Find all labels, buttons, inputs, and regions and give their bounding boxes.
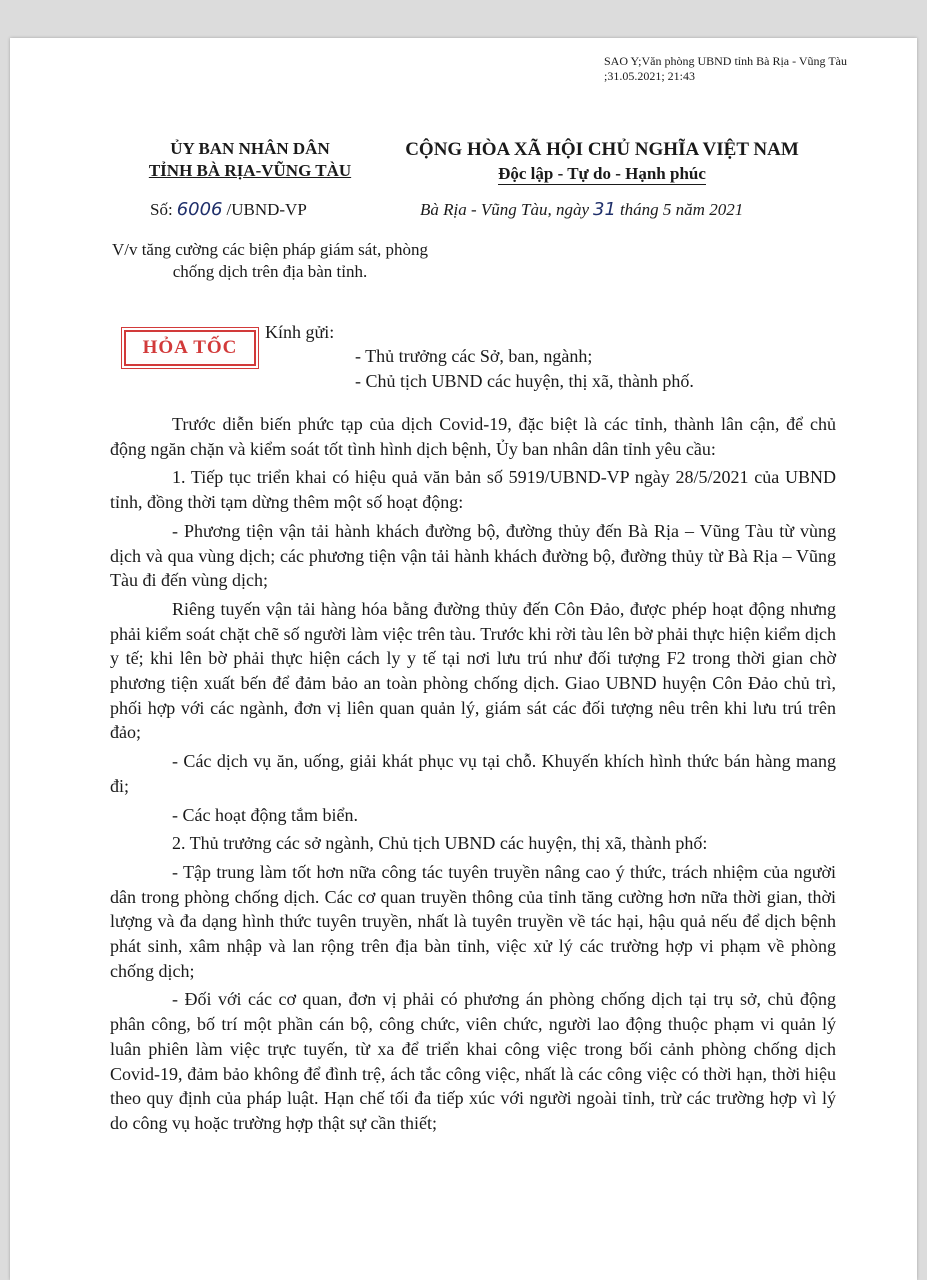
recipient-item: - Thủ trưởng các Sở, ban, ngành; — [355, 346, 593, 366]
document-subject: V/v tăng cường các biện pháp giám sát, phòng chống dịch trên địa bàn tỉnh. — [111, 240, 429, 281]
document-date — [420, 198, 743, 222]
body-paragraph: Riêng tuyến vận tải hàng hóa bằng đường thủy đến Côn Đảo, được phép hoạt động nhưng phải kiểm soát chặt chẽ số người làm việc trên tàu. Trước khi rời tàu lên bờ phải thực hiện kiểm dịch y tế; khi lên bờ phải thực hiện cách ly y tế tại nơi lưu trú như đối tượng F2 trong thời gian chờ phương tiện xuất bến để đảm bảo an toàn phòng chống dịch. Giao UBND huyện Côn Đảo chủ trì, phối hợp với các ngành, đơn vị liên quan quản lý, giám sát các đối tượng nêu trên khi lưu trú trên đảo; — [110, 598, 836, 743]
body-paragraph: - Tập trung làm tốt hơn nữa công tác tuyên truyền nâng cao ý thức, trách nhiệm của người dân trong phòng chống dịch. Các cơ quan truyền thông của tỉnh tăng cường hơn nữa thời gian, thời lượng và đa dạng hình thức tuyên truyền, nhất là tuyên truyền về tác hại, hậu quả nếu để dịch bệnh phát sinh, xâm nhập và lan rộng trên địa bàn tỉnh, việc xử lý các trường hợp vi phạm về phòng chống dịch; — [110, 861, 836, 981]
body-paragraph: - Các dịch vụ ăn, uống, giải khát phục vụ tại chỗ. Khuyến khích hình thức bán hàng mang đi; — [110, 751, 836, 796]
date-suffix: tháng 5 năm 2021 — [619, 200, 744, 219]
body-paragraph: - Các hoạt động tắm biển. — [172, 804, 358, 825]
national-title: CỘNG HÒA XÃ HỘI CHỦ NGHĨA VIỆT NAM — [405, 139, 799, 160]
copy-stamp: SAO Y;Văn phòng UBND tỉnh Bà Rịa - Vũng Tàu ;31.05.2021; 21:43 — [604, 54, 847, 83]
date-day: 31 — [593, 199, 616, 220]
body-paragraph: 2. Thủ trưởng các sở ngành, Chủ tịch UBND các huyện, thị xã, thành phố: — [172, 833, 708, 854]
document-number — [150, 198, 307, 222]
document-number-suffix: /UBND-VP — [226, 200, 307, 219]
recipient-item: - Chủ tịch UBND các huyện, thị xã, thành phố. — [355, 371, 694, 391]
urgent-stamp: HỎA TỐC — [124, 330, 256, 366]
document-number-prefix: Số: — [150, 200, 173, 219]
body-paragraph: - Đối với các cơ quan, đơn vị phải có phương án phòng chống dịch tại trụ sở, chủ động phân công, bố trí một phần cán bộ, công chức, viên chức, người lao động thuộc phạm vi quản lý luân phiên làm việc trực tuyến, từ xa để triển khai công việc trong bối cảnh phòng chống dịch Covid-19, đảm bảo không để đình trệ, ách tắc công việc, nhất là các công việc có thời hạn, thời hiệu theo quy định của pháp luật. Hạn chế tối đa tiếp xúc với người ngoài tỉnh, trừ các trường hợp vì lý do công vụ hoặc trường hợp thật sự cần thiết; — [110, 989, 836, 1133]
document-page — [10, 38, 917, 1280]
issuing-org-line2-text: TỈNH BÀ RỊA-VŨNG TÀU — [148, 161, 352, 180]
issuing-org-line1: ỦY BAN NHÂN DÂN — [170, 139, 330, 158]
salutation: Kính gửi: — [265, 322, 335, 342]
issuing-org-line2 — [100, 160, 400, 182]
national-motto-text: Độc lập - Tự do - Hạnh phúc — [498, 164, 706, 183]
body-paragraph: - Phương tiện vận tải hành khách đường bộ, đường thủy đến Bà Rịa – Vũng Tàu từ vùng dịch và qua vùng dịch; các phương tiện vận tải hành khách đường bộ, đường thủy từ Bà Rịa – Vũng Tàu đi đến vùng dịch; — [110, 520, 836, 591]
body-paragraph: Trước diễn biến phức tạp của dịch Covid-19, đặc biệt là các tỉnh, thành lân cận, để chủ động ngăn chặn và kiểm soát tốt tình hình dịch bệnh, Ủy ban nhân dân tỉnh yêu cầu: — [110, 414, 836, 459]
document-number-value: 6006 — [176, 199, 223, 220]
document-body — [110, 412, 836, 1140]
national-motto — [372, 162, 832, 186]
body-paragraph: 1. Tiếp tục triển khai có hiệu quả văn bản số 5919/UBND-VP ngày 28/5/2021 của UBND tỉnh, đồng thời tạm dừng thêm một số hoạt động: — [110, 467, 836, 513]
date-prefix: Bà Rịa - Vũng Tàu, ngày — [420, 200, 590, 219]
